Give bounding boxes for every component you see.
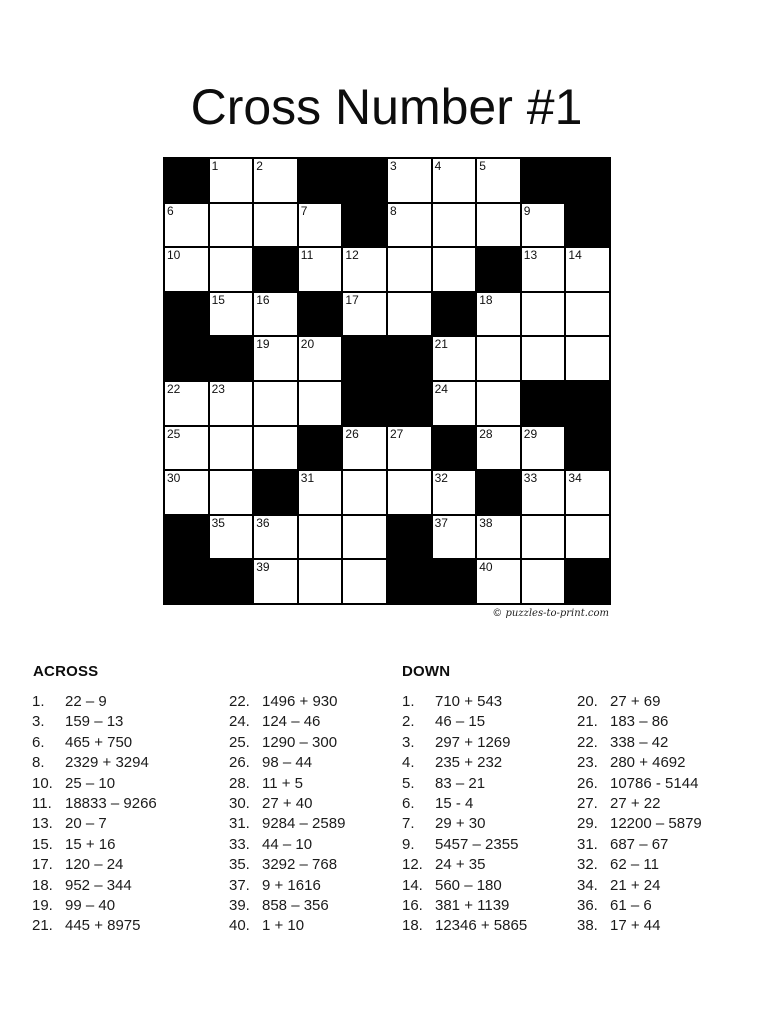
grid-cell[interactable] xyxy=(433,382,476,425)
clue-item xyxy=(402,692,527,712)
clue-number: 18. xyxy=(402,917,423,935)
black-cell xyxy=(165,159,208,202)
cell-number: 5 xyxy=(479,159,486,173)
black-cell xyxy=(388,337,431,380)
grid-cell[interactable] xyxy=(165,248,208,291)
clue-number: 28. xyxy=(229,774,250,792)
clue-number: 40. xyxy=(229,917,250,935)
grid-cell[interactable] xyxy=(165,427,208,470)
clue-item xyxy=(32,814,157,834)
cell-number: 38 xyxy=(479,515,493,530)
grid-cell[interactable] xyxy=(522,471,565,514)
grid-cell[interactable] xyxy=(210,293,253,336)
clue-item xyxy=(229,835,345,855)
clue-number: 6. xyxy=(402,795,415,813)
cell-number: 8 xyxy=(389,203,397,218)
clue-expression: 83 – 21 xyxy=(435,774,486,792)
grid-cell[interactable] xyxy=(477,382,520,425)
clue-number: 25. xyxy=(229,733,250,751)
grid-cell[interactable] xyxy=(388,159,431,202)
grid-cell[interactable] xyxy=(254,560,297,603)
cell-number: 26 xyxy=(345,426,359,441)
black-cell xyxy=(343,382,386,425)
across-clues-column-1 xyxy=(32,692,157,937)
clue-number: 8. xyxy=(32,754,45,772)
black-cell xyxy=(566,560,609,603)
grid-cell[interactable] xyxy=(566,516,609,559)
clue-number: 7. xyxy=(402,815,415,833)
grid-cell[interactable] xyxy=(165,471,208,514)
clue-item xyxy=(402,896,527,916)
grid-cell[interactable] xyxy=(522,427,565,470)
clue-expression: 560 – 180 xyxy=(435,876,502,894)
clue-expression: 46 – 15 xyxy=(435,713,486,731)
clue-expression: 21 + 24 xyxy=(610,876,661,894)
clue-item xyxy=(229,896,345,916)
grid-cell[interactable] xyxy=(433,248,476,291)
clue-item xyxy=(32,896,157,916)
grid-cell[interactable] xyxy=(343,560,386,603)
cell-number: 39 xyxy=(256,560,270,575)
black-cell xyxy=(210,560,253,603)
clue-item xyxy=(577,855,702,875)
black-cell xyxy=(433,293,476,336)
grid-cell[interactable] xyxy=(522,248,565,291)
grid-cell[interactable] xyxy=(343,516,386,559)
grid-cell[interactable] xyxy=(522,337,565,380)
clue-item xyxy=(402,712,527,732)
black-cell xyxy=(433,427,476,470)
grid-cell[interactable] xyxy=(388,427,431,470)
cell-number: 10 xyxy=(167,248,181,263)
cell-number: 11 xyxy=(300,248,314,263)
grid-cell[interactable] xyxy=(433,204,476,247)
clue-item xyxy=(577,876,702,896)
grid-cell[interactable] xyxy=(343,248,386,291)
grid-cell[interactable] xyxy=(254,427,297,470)
clue-expression: 62 – 11 xyxy=(610,856,659,874)
clue-expression: 9 + 1616 xyxy=(262,876,321,894)
clue-expression: 29 + 30 xyxy=(435,815,486,833)
clue-item xyxy=(229,855,345,875)
clue-expression: 687 – 67 xyxy=(610,835,669,853)
clue-item xyxy=(577,753,702,773)
grid-cell[interactable] xyxy=(210,471,253,514)
clue-item xyxy=(402,876,527,896)
clue-number: 38. xyxy=(577,917,598,935)
clue-number: 1. xyxy=(402,693,415,710)
grid-cell[interactable] xyxy=(522,560,565,603)
black-cell xyxy=(210,337,253,380)
grid-cell[interactable] xyxy=(254,159,297,202)
black-cell xyxy=(165,337,208,380)
clue-number: 2. xyxy=(402,713,415,731)
black-cell xyxy=(388,516,431,559)
clue-item xyxy=(229,916,345,936)
clue-expression: 338 – 42 xyxy=(610,733,669,751)
clue-expression: 381 + 1139 xyxy=(435,897,510,915)
clue-expression: 44 – 10 xyxy=(262,835,313,853)
grid-cell[interactable] xyxy=(210,427,253,470)
black-cell xyxy=(477,471,520,514)
clue-item xyxy=(577,794,702,814)
clue-number: 23. xyxy=(577,754,598,772)
clue-expression: 24 + 35 xyxy=(435,856,486,874)
cell-number: 19 xyxy=(256,337,270,352)
clue-item xyxy=(577,814,702,834)
across-clues-column-2 xyxy=(229,692,345,937)
black-cell xyxy=(254,248,297,291)
clue-number: 12. xyxy=(402,856,423,874)
black-cell xyxy=(343,337,386,380)
clue-number: 14. xyxy=(402,876,423,894)
clue-item xyxy=(32,855,157,875)
cell-number: 27 xyxy=(389,426,404,441)
clue-item xyxy=(577,896,702,916)
grid-cell[interactable] xyxy=(254,204,297,247)
clue-number: 11. xyxy=(32,795,52,813)
down-clues-column-2 xyxy=(577,692,702,937)
clue-expression: 858 – 356 xyxy=(262,897,329,915)
clue-item xyxy=(32,835,157,855)
grid-cell[interactable] xyxy=(522,516,565,559)
clue-number: 32. xyxy=(577,856,598,874)
clue-item xyxy=(229,692,345,712)
grid-cell[interactable] xyxy=(299,382,342,425)
cell-number: 14 xyxy=(568,248,582,263)
black-cell xyxy=(299,293,342,336)
cell-number: 17 xyxy=(345,292,359,307)
clue-expression: 98 – 44 xyxy=(262,754,313,772)
clue-item xyxy=(32,692,157,712)
clue-item xyxy=(402,916,527,936)
clue-item xyxy=(577,712,702,732)
clue-item xyxy=(229,794,345,814)
clue-item xyxy=(402,835,527,855)
clue-number: 37. xyxy=(229,876,250,894)
clue-expression: 710 + 543 xyxy=(435,693,503,710)
cell-number: 12 xyxy=(345,248,359,263)
puzzle-title: Cross Number #1 xyxy=(190,78,583,135)
grid-cell[interactable] xyxy=(433,516,476,559)
clue-item xyxy=(577,774,702,794)
black-cell xyxy=(522,159,565,202)
clue-expression: 3292 – 768 xyxy=(262,856,338,874)
cell-number: 29 xyxy=(523,426,538,441)
cell-number: 34 xyxy=(568,471,582,486)
clue-number: 22. xyxy=(577,733,598,751)
clue-number: 31. xyxy=(229,815,250,833)
clue-expression: 12200 – 5879 xyxy=(610,815,702,833)
grid-cell[interactable] xyxy=(254,293,297,336)
black-cell xyxy=(343,204,386,247)
grid-cell[interactable] xyxy=(477,293,520,336)
clue-expression: 27 + 22 xyxy=(610,795,661,813)
clue-expression: 280 + 4692 xyxy=(610,754,686,772)
clue-number: 16. xyxy=(402,897,423,915)
clue-expression: 27 + 69 xyxy=(610,693,661,710)
cell-number: 28 xyxy=(479,426,493,441)
clue-number: 22. xyxy=(229,693,250,710)
clue-expression: 1 + 10 xyxy=(262,917,305,935)
cell-number: 23 xyxy=(211,381,225,396)
grid-cell[interactable] xyxy=(299,204,342,247)
clue-item xyxy=(229,876,345,896)
clue-item xyxy=(32,794,157,814)
clue-number: 35. xyxy=(229,856,250,874)
cell-number: 31 xyxy=(300,471,315,486)
grid-cell[interactable] xyxy=(477,204,520,247)
black-cell xyxy=(388,560,431,603)
grid-cell[interactable] xyxy=(433,159,476,202)
cell-number: 22 xyxy=(167,381,181,396)
black-cell xyxy=(477,248,520,291)
clue-number: 26. xyxy=(577,774,598,792)
clue-expression: 22 – 9 xyxy=(65,693,107,710)
clue-item xyxy=(32,733,157,753)
clue-item xyxy=(402,814,527,834)
black-cell xyxy=(566,159,609,202)
cell-number: 24 xyxy=(434,381,448,396)
clue-expression: 5457 – 2355 xyxy=(435,835,519,853)
clue-number: 4. xyxy=(402,754,415,772)
down-heading: DOWN xyxy=(402,663,451,681)
clue-item xyxy=(229,814,345,834)
cell-number: 7 xyxy=(300,203,308,218)
grid-cell[interactable] xyxy=(566,293,609,336)
clue-number: 34. xyxy=(577,876,598,894)
clue-number: 31. xyxy=(577,835,598,853)
clue-expression: 15 + 16 xyxy=(65,835,116,853)
cell-number: 18 xyxy=(479,292,493,307)
black-cell xyxy=(165,293,208,336)
grid-cell[interactable] xyxy=(299,248,342,291)
clue-item xyxy=(402,855,527,875)
grid-cell[interactable] xyxy=(210,382,253,425)
clue-number: 18. xyxy=(32,876,53,894)
clue-expression: 61 – 6 xyxy=(610,897,652,915)
clue-number: 27. xyxy=(577,795,598,813)
clue-item xyxy=(402,794,527,814)
clue-expression: 183 – 86 xyxy=(610,713,669,731)
cell-number: 3 xyxy=(389,159,397,173)
clue-number: 26. xyxy=(229,754,250,772)
black-cell xyxy=(165,516,208,559)
grid-cell[interactable] xyxy=(254,382,297,425)
clue-number: 3. xyxy=(32,713,45,731)
black-cell xyxy=(566,204,609,247)
clue-expression: 297 + 1269 xyxy=(435,733,511,751)
clue-expression: 10786 - 5144 xyxy=(610,774,699,792)
clue-number: 17. xyxy=(32,856,53,874)
grid-cell[interactable] xyxy=(522,293,565,336)
black-cell xyxy=(299,159,342,202)
black-cell xyxy=(433,560,476,603)
clue-item xyxy=(229,733,345,753)
cell-number: 25 xyxy=(167,426,181,441)
clue-item xyxy=(577,916,702,936)
clue-expression: 465 + 750 xyxy=(65,733,133,751)
cell-number: 9 xyxy=(523,203,531,218)
grid-cell[interactable] xyxy=(477,560,520,603)
clue-number: 10. xyxy=(32,774,53,792)
clue-expression: 27 + 40 xyxy=(262,795,313,813)
grid-cell[interactable] xyxy=(343,293,386,336)
clue-expression: 20 – 7 xyxy=(65,815,107,833)
clue-expression: 124 – 46 xyxy=(262,713,321,731)
cell-number: 15 xyxy=(211,292,225,307)
black-cell xyxy=(522,382,565,425)
grid-cell[interactable] xyxy=(299,471,342,514)
grid-cell[interactable] xyxy=(522,204,565,247)
cell-number: 36 xyxy=(256,515,270,530)
clue-item xyxy=(32,774,157,794)
clue-number: 9. xyxy=(402,835,415,853)
grid-cell[interactable] xyxy=(433,471,476,514)
clue-number: 13. xyxy=(32,815,53,833)
clue-item xyxy=(402,774,527,794)
clue-expression: 11 + 5 xyxy=(262,774,304,792)
clue-number: 20. xyxy=(577,693,598,710)
cell-number: 13 xyxy=(523,248,538,263)
black-cell xyxy=(566,427,609,470)
black-cell xyxy=(299,427,342,470)
clue-item xyxy=(577,835,702,855)
grid-cell[interactable] xyxy=(299,560,342,603)
cell-number: 40 xyxy=(479,560,493,575)
clue-expression: 2329 + 3294 xyxy=(65,754,149,772)
clue-item xyxy=(32,753,157,773)
cell-number: 32 xyxy=(434,471,448,486)
grid-cell[interactable] xyxy=(210,248,253,291)
grid-cell[interactable] xyxy=(210,516,253,559)
clue-expression: 12346 + 5865 xyxy=(435,917,528,935)
grid-cell[interactable] xyxy=(254,516,297,559)
clue-expression: 99 – 40 xyxy=(65,897,116,915)
crossnumber-grid xyxy=(163,157,611,605)
grid-cell[interactable] xyxy=(343,427,386,470)
clue-expression: 1290 – 300 xyxy=(262,733,338,751)
clue-expression: 952 – 344 xyxy=(65,876,132,894)
clue-item xyxy=(577,733,702,753)
grid-cell[interactable] xyxy=(388,293,431,336)
grid-cell[interactable] xyxy=(566,471,609,514)
clue-number: 29. xyxy=(577,815,598,833)
clue-expression: 17 + 44 xyxy=(610,917,661,935)
clue-item xyxy=(229,774,345,794)
clue-number: 5. xyxy=(402,774,415,792)
clue-number: 21. xyxy=(32,917,53,935)
cell-number: 2 xyxy=(256,159,263,173)
black-cell xyxy=(566,382,609,425)
cell-number: 33 xyxy=(523,471,538,486)
grid-cell[interactable] xyxy=(165,204,208,247)
clue-number: 30. xyxy=(229,795,250,813)
grid-cell[interactable] xyxy=(299,516,342,559)
clue-expression: 18833 – 9266 xyxy=(65,795,157,813)
grid-cell[interactable] xyxy=(165,382,208,425)
grid-cell[interactable] xyxy=(477,516,520,559)
cell-number: 1 xyxy=(211,159,219,173)
across-heading: ACROSS xyxy=(33,663,99,681)
clue-expression: 15 - 4 xyxy=(435,795,474,813)
clue-number: 39. xyxy=(229,897,250,915)
clue-number: 24. xyxy=(229,713,250,731)
clue-item xyxy=(577,692,702,712)
clue-item xyxy=(402,733,527,753)
black-cell xyxy=(254,471,297,514)
grid-cell[interactable] xyxy=(388,204,431,247)
cell-number: 37 xyxy=(434,515,448,530)
cell-number: 35 xyxy=(211,515,225,530)
grid-cell[interactable] xyxy=(477,337,520,380)
cell-number: 30 xyxy=(167,471,181,486)
cell-number: 16 xyxy=(256,292,270,307)
clue-expression: 235 + 232 xyxy=(435,754,503,772)
clue-expression: 9284 – 2589 xyxy=(262,815,346,833)
clue-number: 33. xyxy=(229,835,250,853)
clue-expression: 159 – 13 xyxy=(65,713,124,731)
black-cell xyxy=(388,382,431,425)
grid-cell[interactable] xyxy=(477,427,520,470)
down-clues-column-1 xyxy=(402,692,527,937)
grid-cell[interactable] xyxy=(477,159,520,202)
clue-expression: 120 – 24 xyxy=(65,856,124,874)
cell-number: 6 xyxy=(167,203,174,218)
clue-expression: 445 + 8975 xyxy=(65,917,141,935)
grid-cell[interactable] xyxy=(566,248,609,291)
grid-cell[interactable] xyxy=(566,337,609,380)
cell-number: 4 xyxy=(434,159,442,173)
cell-number: 21 xyxy=(434,337,448,352)
black-cell xyxy=(343,159,386,202)
grid-cell[interactable] xyxy=(210,204,253,247)
clue-item xyxy=(229,712,345,732)
grid-cell[interactable] xyxy=(388,471,431,514)
clue-number: 15. xyxy=(32,835,53,853)
clue-number: 36. xyxy=(577,897,598,915)
clue-number: 19. xyxy=(32,897,53,915)
black-cell xyxy=(165,560,208,603)
grid-cell[interactable] xyxy=(433,337,476,380)
clue-number: 21. xyxy=(577,713,598,731)
clue-number: 1. xyxy=(32,693,45,710)
copyright-text: © puzzles-to-print.com xyxy=(492,608,609,619)
grid-cell[interactable] xyxy=(299,337,342,380)
clue-item xyxy=(32,712,157,732)
clue-number: 3. xyxy=(402,733,415,751)
grid-cell[interactable] xyxy=(254,337,297,380)
clue-item xyxy=(32,876,157,896)
grid-cell[interactable] xyxy=(210,159,253,202)
clue-item xyxy=(229,753,345,773)
clue-expression: 1496 + 930 xyxy=(262,693,338,710)
clue-expression: 25 – 10 xyxy=(65,774,116,792)
clue-number: 6. xyxy=(32,733,45,751)
clue-item xyxy=(32,916,157,936)
grid-cell[interactable] xyxy=(388,248,431,291)
cell-number: 20 xyxy=(300,337,315,352)
clue-item xyxy=(402,753,527,773)
grid-cell[interactable] xyxy=(343,471,386,514)
